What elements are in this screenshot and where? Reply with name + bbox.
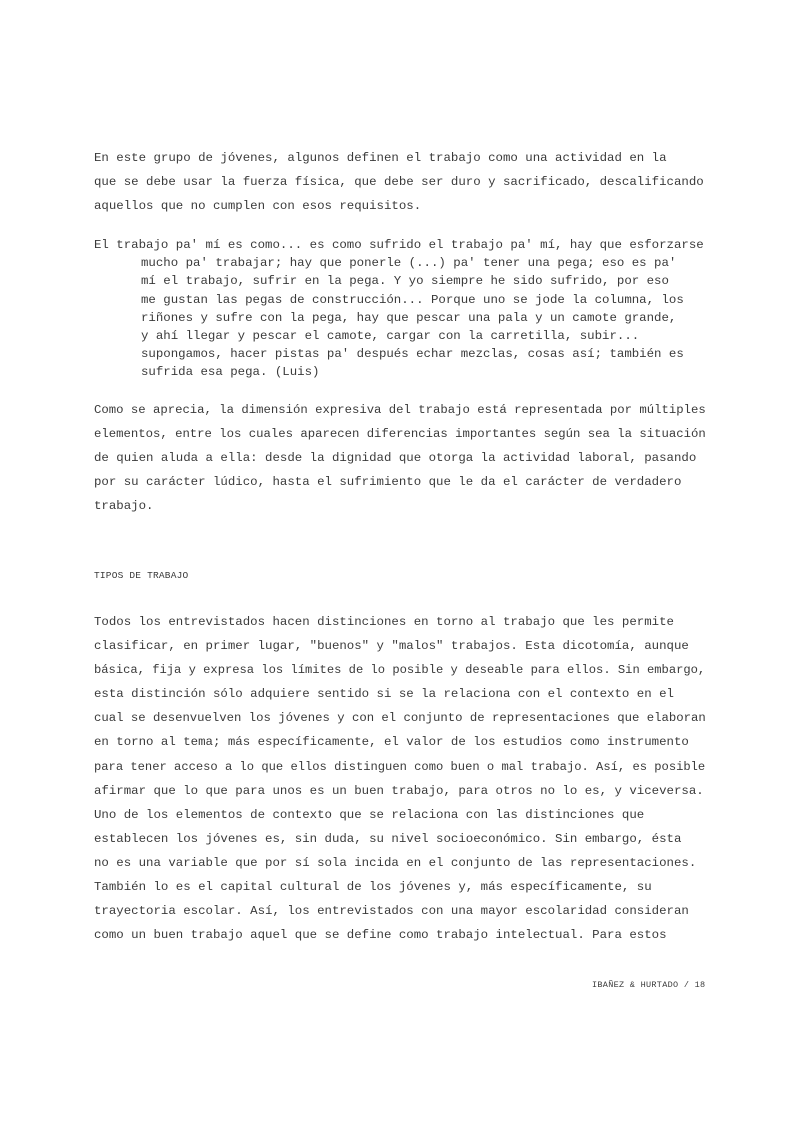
text-line: en torno al tema; más específicamente, el valor de los estudios como instrumento	[94, 735, 689, 750]
quote-line: me gustan las pegas de construcción... Porque uno se jode la columna, los	[141, 292, 684, 307]
text-line: establecen los jóvenes es, sin duda, su nivel socioeconómico. Sin embargo, ésta	[94, 831, 682, 846]
text-line: trabajo.	[94, 499, 154, 514]
quote-line: El trabajo pa' mí es como... es como sufrido el trabajo pa' mí, hay que esforzarse	[94, 238, 704, 252]
text-line: no es una variable que por sí sola incida en el conjunto de las representaciones.	[94, 855, 697, 870]
text-line: básica, fija y expresa los límites de lo posible y deseable para ellos. Sin embargo,	[94, 663, 706, 678]
quote-line: sufrida esa pega. (Luis)	[141, 365, 320, 380]
page-footer: IBAÑEZ & HURTADO / 18	[592, 980, 706, 990]
quote-line: mucho pa' trabajar; hay que ponerle (...) pa' tener una pega; eso es pa'	[141, 256, 677, 271]
section-heading: TIPOS DE TRABAJO	[94, 570, 189, 581]
paragraph-types-of-work	[94, 610, 709, 947]
text-line: Como se aprecia, la dimensión expresiva del trabajo está representada por múltiples	[94, 403, 706, 417]
quote-line: riñones y sufre con la pega, hay que pescar una pala y un camote grande,	[141, 310, 677, 325]
text-line: como un buen trabajo aquel que se define como trabajo intelectual. Para estos	[94, 928, 667, 943]
text-line: trayectoria escolar. Así, los entrevistados con una mayor escolaridad consideran	[94, 904, 689, 919]
text-line: También lo es el capital cultural de los jóvenes y, más específicamente, su	[94, 880, 652, 895]
block-quote	[94, 236, 709, 382]
text-line: En este grupo de jóvenes, algunos definen el trabajo como una actividad en la	[94, 151, 667, 165]
text-line: Uno de los elementos de contexto que se relaciona con las distinciones que	[94, 807, 645, 822]
quote-line: y ahí llegar y pescar el camote, cargar con la carretilla, subir...	[141, 329, 640, 344]
text-line: de quien aluda a ella: desde la dignidad que otorga la actividad laboral, pasando	[94, 451, 697, 466]
quote-line: mí el trabajo, sufrir en la pega. Y yo siempre he sido sufrido, por eso	[141, 274, 669, 289]
text-line: aquellos que no cumplen con esos requisitos.	[94, 199, 422, 214]
text-line: que se debe usar la fuerza física, que debe ser duro y sacrificado, descalificando	[94, 175, 704, 190]
quote-line: supongamos, hacer pistas pa' después echar mezclas, cosas así; también es	[141, 347, 684, 362]
text-line: esta distinción sólo adquiere sentido si se la relaciona con el contexto en el	[94, 687, 674, 702]
text-line: para tener acceso a lo que ellos distinguen como buen o mal trabajo. Así, es posible	[94, 759, 706, 774]
text-line: por su carácter lúdico, hasta el sufrimiento que le da el carácter de verdadero	[94, 475, 682, 490]
text-line: cual se desenvuelven los jóvenes y con el conjunto de representaciones que elaboran	[94, 711, 706, 726]
paragraph-expressive-dimension	[94, 398, 709, 518]
text-line: Todos los entrevistados hacen distinciones en torno al trabajo que les permite	[94, 615, 674, 629]
text-line: clasificar, en primer lugar, "buenos" y "malos" trabajos. Esta dicotomía, aunque	[94, 639, 689, 654]
paragraph-intro	[94, 146, 709, 218]
text-line: afirmar que lo que para unos es un buen trabajo, para otros no lo es, y viceversa.	[94, 783, 704, 798]
text-line: elementos, entre los cuales aparecen diferencias importantes según sea la situación	[94, 427, 706, 442]
